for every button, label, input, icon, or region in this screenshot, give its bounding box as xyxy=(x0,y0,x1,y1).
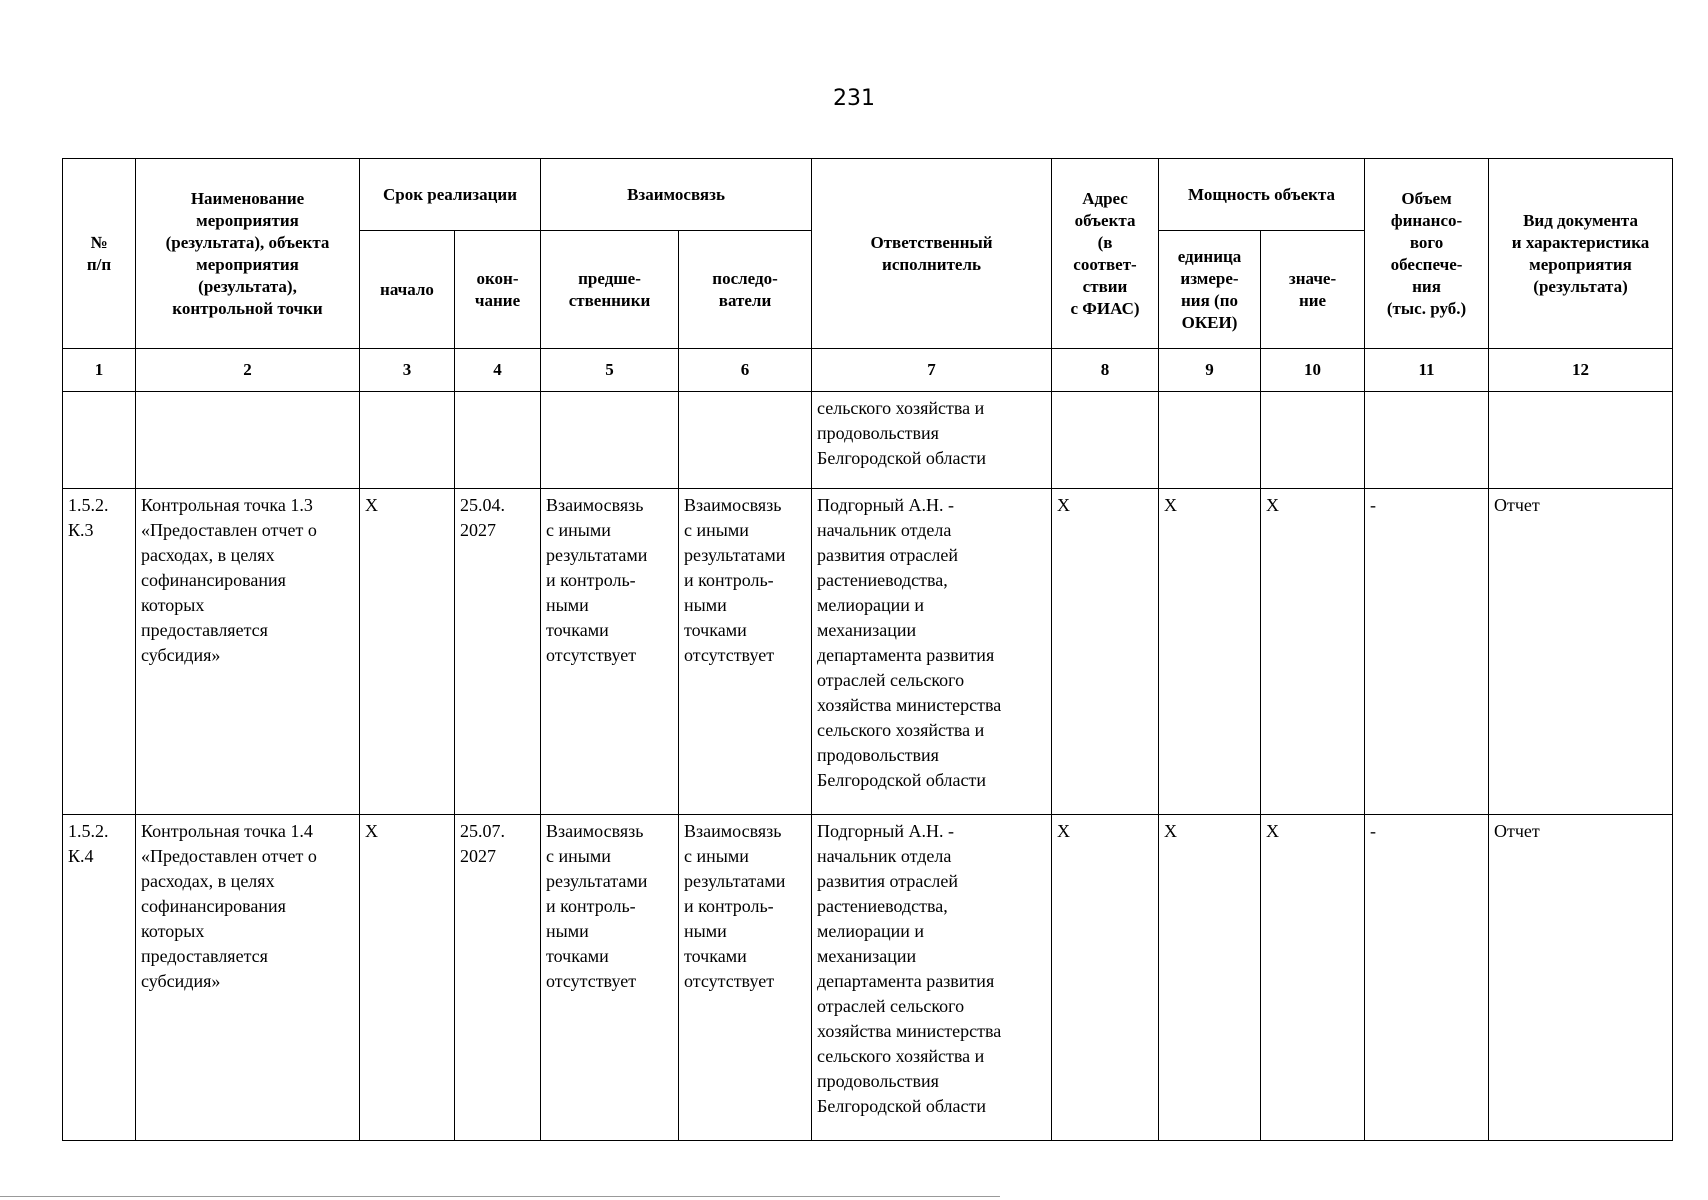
cell-number: 1.5.2. К.4 xyxy=(63,815,136,1141)
header-responsible: Ответственный исполнитель xyxy=(812,159,1052,349)
cell-responsible: Подгорный А.Н. - начальник отдела развития отраслей растениеводства, мелиорации и механизации департамента развития отраслей сельского хозяйства министерства сельского хозяйства и продовольствия Белгородской области xyxy=(812,815,1052,1141)
column-number: 1 xyxy=(63,349,136,392)
header-document: Вид документа и характеристика мероприятия (результата) xyxy=(1489,159,1673,349)
column-number: 3 xyxy=(360,349,455,392)
scan-edge-line xyxy=(0,1196,1000,1197)
table-row xyxy=(63,392,1673,489)
header-end: окон- чание xyxy=(455,231,541,349)
header-finance: Объем финансо- вого обеспече- ния (тыс. руб.) xyxy=(1365,159,1489,349)
cell-unit: Х xyxy=(1159,815,1261,1141)
cell-finance: - xyxy=(1365,489,1489,815)
cell-unit xyxy=(1159,392,1261,489)
cell-name: Контрольная точка 1.3 «Предоставлен отчет о расходах, в целях софинансирования которых предоставляется субсидия» xyxy=(136,489,360,815)
header-predecessors: предше- ственники xyxy=(541,231,679,349)
cell-address: Х xyxy=(1052,489,1159,815)
cell-name xyxy=(136,392,360,489)
header-link: Взаимосвязь xyxy=(541,159,812,231)
table-row xyxy=(63,815,1673,1141)
cell-successors: Взаимосвязь с иными результатами и контроль- ными точками отсутствует xyxy=(679,489,812,815)
header-start: начало xyxy=(360,231,455,349)
cell-value: Х xyxy=(1261,815,1365,1141)
cell-finance: - xyxy=(1365,815,1489,1141)
cell-finance xyxy=(1365,392,1489,489)
cell-end: 25.04. 2027 xyxy=(455,489,541,815)
column-number: 12 xyxy=(1489,349,1673,392)
cell-successors xyxy=(679,392,812,489)
cell-end xyxy=(455,392,541,489)
column-number: 11 xyxy=(1365,349,1489,392)
column-number: 8 xyxy=(1052,349,1159,392)
cell-value: Х xyxy=(1261,489,1365,815)
cell-address xyxy=(1052,392,1159,489)
cell-name: Контрольная точка 1.4 «Предоставлен отчет о расходах, в целях софинансирования которых предоставляется субсидия» xyxy=(136,815,360,1141)
cell-document: Отчет xyxy=(1489,489,1673,815)
cell-start: Х xyxy=(360,815,455,1141)
header-successors: последо- ватели xyxy=(679,231,812,349)
cell-predecessors: Взаимосвязь с иными результатами и контроль- ными точками отсутствует xyxy=(541,489,679,815)
column-number: 5 xyxy=(541,349,679,392)
cell-address: Х xyxy=(1052,815,1159,1141)
cell-value xyxy=(1261,392,1365,489)
cell-end: 25.07. 2027 xyxy=(455,815,541,1141)
cell-predecessors xyxy=(541,392,679,489)
header-power: Мощность объекта xyxy=(1159,159,1365,231)
table-row xyxy=(63,489,1673,815)
header-name: Наименование мероприятия (результата), объекта мероприятия (результата), контрольной точки xyxy=(136,159,360,349)
column-number: 2 xyxy=(136,349,360,392)
header-num: № п/п xyxy=(63,159,136,349)
cell-start: Х xyxy=(360,489,455,815)
page-number: 231 xyxy=(833,86,875,111)
header-address: Адрес объекта (в соответ- ствии с ФИАС) xyxy=(1052,159,1159,349)
column-number: 6 xyxy=(679,349,812,392)
header-unit: единица измере- ния (по ОКЕИ) xyxy=(1159,231,1261,349)
column-number: 7 xyxy=(812,349,1052,392)
cell-number xyxy=(63,392,136,489)
header-term: Срок реализации xyxy=(360,159,541,231)
column-number: 9 xyxy=(1159,349,1261,392)
cell-start xyxy=(360,392,455,489)
cell-predecessors: Взаимосвязь с иными результатами и контроль- ными точками отсутствует xyxy=(541,815,679,1141)
cell-unit: Х xyxy=(1159,489,1261,815)
cell-document: Отчет xyxy=(1489,815,1673,1141)
column-number: 10 xyxy=(1261,349,1365,392)
cell-responsible: сельского хозяйства и продовольствия Белгородской области xyxy=(812,392,1052,489)
cell-document xyxy=(1489,392,1673,489)
cell-successors: Взаимосвязь с иными результатами и контроль- ными точками отсутствует xyxy=(679,815,812,1141)
cell-number: 1.5.2. К.3 xyxy=(63,489,136,815)
activities-table xyxy=(62,158,1673,1141)
header-value: значе- ние xyxy=(1261,231,1365,349)
column-number: 4 xyxy=(455,349,541,392)
cell-responsible: Подгорный А.Н. - начальник отдела развития отраслей растениеводства, мелиорации и механизации департамента развития отраслей сельского хозяйства министерства сельского хозяйства и продовольствия Белгородской области xyxy=(812,489,1052,815)
